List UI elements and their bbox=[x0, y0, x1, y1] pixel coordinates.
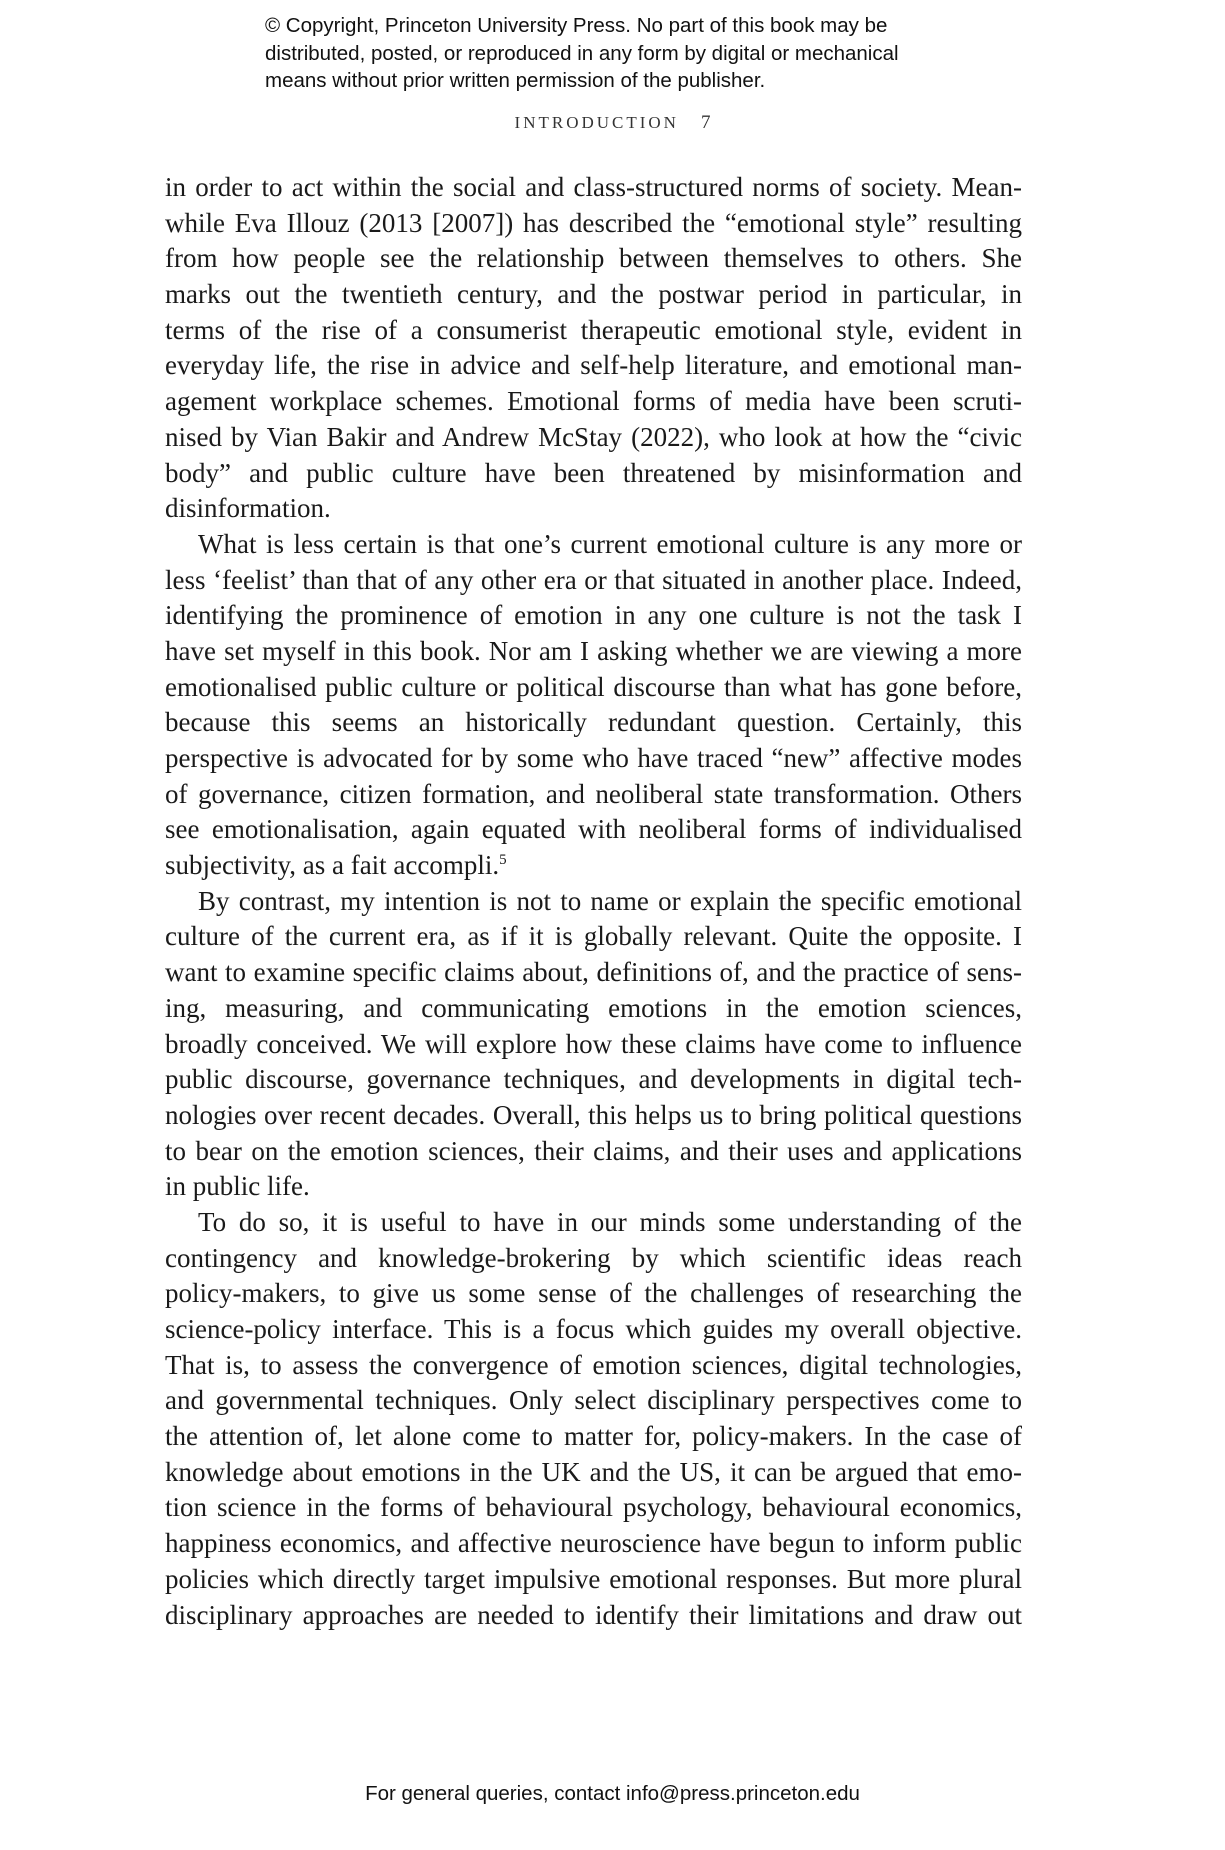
text-line-content: subjectivity, as a fait accompli. bbox=[165, 850, 500, 881]
paragraph bbox=[165, 527, 1022, 884]
paragraph bbox=[165, 170, 1022, 527]
body-text bbox=[165, 170, 1022, 1633]
copyright-line: distributed, posted, or reproduced in any form by digital or mechanical bbox=[265, 41, 899, 65]
text-line bbox=[165, 848, 1022, 884]
text-line: By contrast, my intention is not to name or explain the specific emotional bbox=[198, 885, 1022, 916]
text-line: policy-makers, to give us some sense of the challenges of researching the bbox=[165, 1278, 1022, 1309]
text-line: while Eva Illouz (2013 [2007]) has described the “emotional style” resulting bbox=[165, 207, 1022, 238]
text-line: public discourse, governance techniques, and developments in digital tech- bbox=[165, 1064, 1022, 1095]
text-line: happiness economics, and affective neuroscience have begun to inform public bbox=[165, 1528, 1022, 1559]
text-line: marks out the twentieth century, and the postwar period in particular, in bbox=[165, 279, 1022, 310]
footnote-marker[interactable]: 5 bbox=[499, 852, 507, 869]
text-line: agement workplace schemes. Emotional forms of media have been scruti- bbox=[165, 386, 1022, 417]
text-line: knowledge about emotions in the UK and the US, it can be argued that emo- bbox=[165, 1456, 1022, 1487]
text-line: disinformation. bbox=[165, 493, 331, 524]
text-line: contingency and knowledge-brokering by which scientific ideas reach bbox=[165, 1242, 1022, 1273]
paragraph bbox=[165, 1205, 1022, 1633]
text-line: emotionalised public culture or political discourse than what has gone before, bbox=[165, 671, 1022, 702]
text-line: body” and public culture have been threatened by misinformation and bbox=[165, 457, 1022, 488]
running-head-title: INTRODUCTION bbox=[514, 113, 679, 132]
text-line: To do so, it is useful to have in our minds some understanding of the bbox=[198, 1206, 1022, 1237]
text-line: because this seems an historically redundant question. Certainly, this bbox=[165, 707, 1022, 738]
text-line: want to examine specific claims about, definitions of, and the practice of sens- bbox=[165, 957, 1022, 988]
text-line: everyday life, the rise in advice and self-help literature, and emotional man- bbox=[165, 350, 1022, 381]
text-line: in public life. bbox=[165, 1171, 310, 1202]
text-line: identifying the prominence of emotion in any one culture is not the task I bbox=[165, 600, 1022, 631]
text-line: nologies over recent decades. Overall, this helps us to bring political questions bbox=[165, 1099, 1022, 1130]
text-line: in order to act within the social and class-structured norms of society. Mean- bbox=[165, 172, 1022, 202]
text-line: perspective is advocated for by some who have traced “new” affective modes bbox=[165, 743, 1022, 773]
text-line: terms of the rise of a consumerist therapeutic emotional style, evident in bbox=[165, 314, 1022, 345]
copyright-line: © Copyright, Princeton University Press. No part of this book may be bbox=[265, 14, 888, 37]
text-line: culture of the current era, as if it is globally relevant. Quite the opposite. I bbox=[165, 921, 1022, 952]
page-number: 7 bbox=[700, 112, 711, 133]
text-line: the attention of, let alone come to matter for, policy-makers. In the case of bbox=[165, 1421, 1022, 1452]
text-line: less ‘feelist’ than that of any other era or that situated in another place. Indeed, bbox=[165, 564, 1022, 595]
paragraph bbox=[165, 884, 1022, 1205]
text-line: of governance, citizen formation, and neoliberal state transformation. Others bbox=[165, 778, 1022, 809]
copyright-notice bbox=[265, 12, 1025, 95]
running-head bbox=[0, 112, 1225, 134]
text-line: have set myself in this book. Nor am I asking whether we are viewing a more bbox=[165, 635, 1022, 666]
text-line: from how people see the relationship between themselves to others. She bbox=[165, 243, 1022, 274]
text-line: That is, to assess the convergence of emotion sciences, digital technologies, bbox=[165, 1349, 1022, 1380]
text-line: to bear on the emotion sciences, their claims, and their uses and applications bbox=[165, 1135, 1022, 1166]
text-line: and governmental techniques. Only select disciplinary perspectives come to bbox=[165, 1385, 1022, 1416]
footer-contact: For general queries, contact info@press.princeton.edu bbox=[365, 1782, 860, 1805]
text-line: science-policy interface. This is a focus which guides my overall objective. bbox=[165, 1314, 1022, 1344]
text-line: nised by Vian Bakir and Andrew McStay (2022), who look at how the “civic bbox=[165, 421, 1022, 452]
text-line: ing, measuring, and communicating emotions in the emotion sciences, bbox=[165, 992, 1022, 1023]
text-line: tion science in the forms of behavioural psychology, behavioural economics, bbox=[165, 1492, 1022, 1523]
text-line: disciplinary approaches are needed to identify their limitations and draw out bbox=[165, 1599, 1022, 1630]
text-line: What is less certain is that one’s current emotional culture is any more or bbox=[198, 528, 1022, 559]
text-line: policies which directly target impulsive emotional responses. But more plural bbox=[165, 1563, 1022, 1594]
text-line: see emotionalisation, again equated with neoliberal forms of individualised bbox=[165, 814, 1022, 845]
text-line: broadly conceived. We will explore how these claims have come to influence bbox=[165, 1028, 1022, 1059]
copyright-line: means without prior written permission of the publisher. bbox=[265, 69, 766, 92]
